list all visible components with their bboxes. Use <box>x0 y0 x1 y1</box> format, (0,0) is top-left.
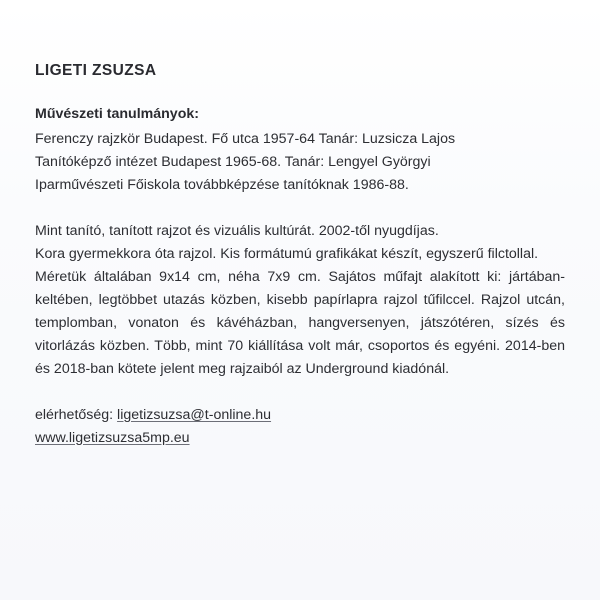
education-heading: Művészeti tanulmányok: <box>35 105 199 122</box>
biography-section <box>35 220 565 381</box>
document-content <box>35 62 565 450</box>
education-section <box>35 103 565 197</box>
contact-section <box>35 404 565 450</box>
education-line: Iparművészeti Főiskola továbbképzése tanítóknak 1986-88. <box>35 176 409 193</box>
website-link[interactable]: www.ligetizsuzsa5mp.eu <box>35 429 190 446</box>
biography-intro-line: Kora gyermekkora óta rajzol. Kis formátumú grafikákat készít, egyszerű filctollal. <box>35 245 539 262</box>
contact-label: elérhetőség: <box>35 406 114 423</box>
email-link[interactable]: ligetizsuzsa@t-online.hu <box>117 406 272 423</box>
biography-intro-line: Mint tanító, tanított rajzot és vizuális kultúrát. 2002-től nyugdíjas. <box>35 222 439 239</box>
contact-email-row <box>35 404 565 427</box>
section-spacer <box>35 197 565 220</box>
contact-website-row <box>35 427 565 450</box>
education-line: Ferenczy rajzkör Budapest. Fő utca 1957-64 Tanár: Luzsicza Lajos <box>35 130 456 147</box>
education-line: Tanítóképző intézet Budapest 1965-68. Tanár: Lengyel Györgyi <box>35 153 431 170</box>
biography-intro <box>35 220 565 266</box>
biography-body: Méretük általában 9x14 cm, néha 7x9 cm. Sajátos műfajt alakított ki: jártában-keltében, legtöbbet utazás közben, kisebb papírlapra rajzol tűfilccel. Rajzol utcán, templomban, vonaton és kávéházban, hangversenyen, játszótéren, sízés és vitorlázás közben. Több, mint 70 kiállítása volt már, csoportos és egyéni. 2014-ben és 2018-ban kötete jelent meg rajzaiból az Underground kiadónál. <box>35 268 565 377</box>
page-title: LIGETI ZSUZSA <box>35 62 157 79</box>
